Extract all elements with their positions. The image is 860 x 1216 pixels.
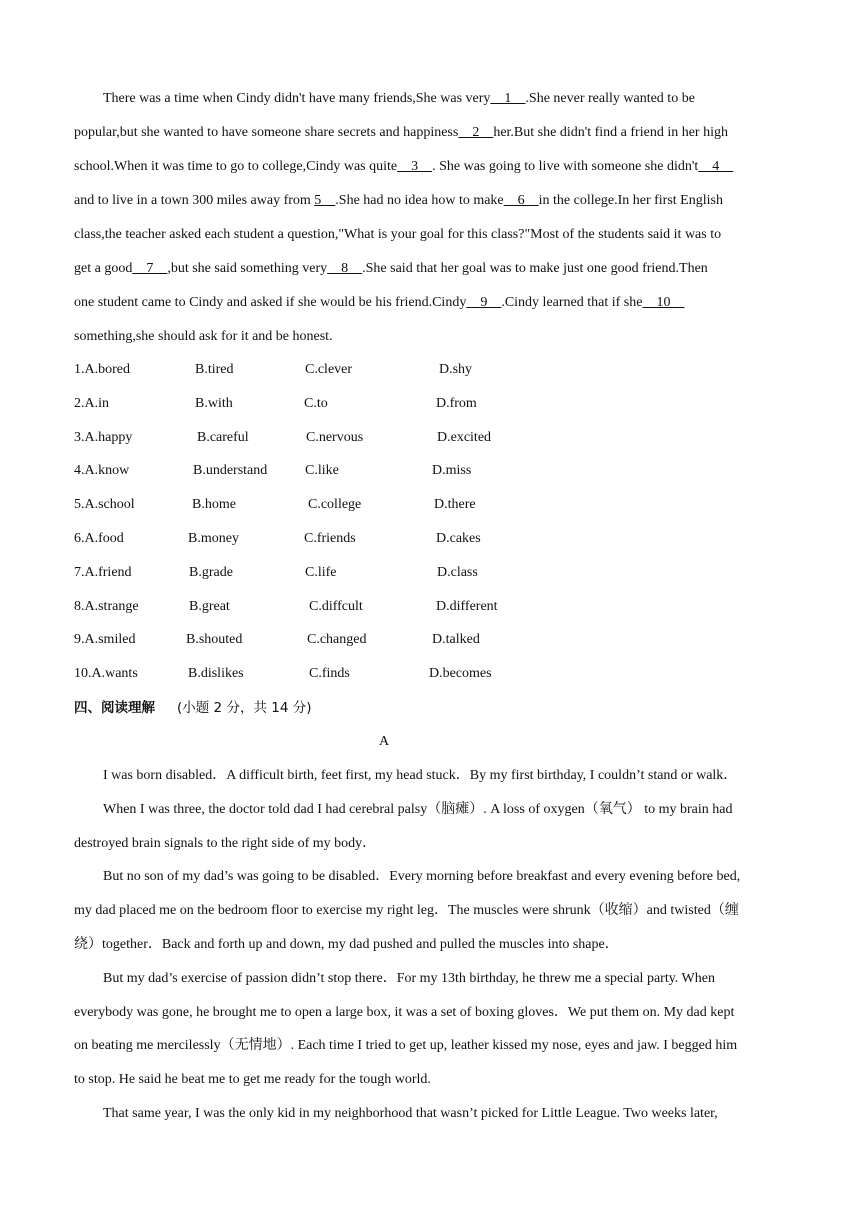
blank-3[interactable]: 3 bbox=[397, 159, 433, 174]
blank-5[interactable]: 5 bbox=[314, 193, 336, 208]
text: something,she should ask for it and be honest. bbox=[74, 329, 333, 344]
cloze-line-4 bbox=[74, 191, 723, 211]
passage-line: 绕）together．Back and forth up and down, my dad pushed and pulled the muscles into shape． bbox=[74, 937, 619, 952]
option-row-6 bbox=[0, 529, 860, 549]
option-b[interactable]: B.understand bbox=[193, 463, 268, 478]
option-b[interactable]: B.great bbox=[189, 599, 230, 614]
text: and to live in a town 300 miles away from bbox=[74, 193, 315, 208]
option-d[interactable]: D.there bbox=[434, 497, 476, 512]
option-a[interactable]: 7.A.friend bbox=[74, 565, 132, 580]
option-d[interactable]: D.becomes bbox=[429, 666, 492, 681]
cloze-line-3 bbox=[74, 157, 733, 177]
option-row-4 bbox=[0, 461, 860, 481]
section-title: 四、阅读理解 bbox=[74, 700, 155, 716]
text: her.But she didn't find a friend in her high bbox=[493, 125, 728, 140]
option-c[interactable]: C.nervous bbox=[306, 430, 364, 445]
text: school.When it was time to go to college,Cindy was quite bbox=[74, 159, 398, 174]
text: .She said that her goal was to make just one good friend.Then bbox=[362, 261, 708, 276]
option-row-2 bbox=[0, 394, 860, 414]
option-a[interactable]: 6.A.food bbox=[74, 531, 124, 546]
option-c[interactable]: C.finds bbox=[309, 666, 350, 681]
cloze-line-1 bbox=[103, 89, 695, 109]
option-d[interactable]: D.talked bbox=[432, 632, 480, 647]
text: class,the teacher asked each student a question,"What is your goal for this class?"Most of the students said it was to bbox=[74, 227, 722, 242]
passage-line: destroyed brain signals to the right side of my body． bbox=[74, 836, 377, 851]
option-b[interactable]: B.money bbox=[188, 531, 239, 546]
option-a[interactable]: 5.A.school bbox=[74, 497, 135, 512]
option-b[interactable]: B.home bbox=[192, 497, 236, 512]
text: . She was going to live with someone she didn't bbox=[432, 159, 699, 174]
passage-line: to stop. He said he beat me to get me ready for the tough world. bbox=[74, 1072, 431, 1087]
option-b[interactable]: B.dislikes bbox=[188, 666, 244, 681]
cloze-line-2 bbox=[74, 123, 728, 143]
blank-2[interactable]: 2 bbox=[458, 125, 494, 140]
option-a[interactable]: 2.A.in bbox=[74, 396, 109, 411]
option-d[interactable]: D.class bbox=[437, 565, 478, 580]
blank-4[interactable]: 4 bbox=[698, 159, 734, 174]
option-c[interactable]: C.changed bbox=[307, 632, 367, 647]
passage-label: A bbox=[378, 734, 390, 749]
passage-line: That same year, I was the only kid in my neighborhood that wasn’t picked for Little League. Two weeks later, bbox=[103, 1106, 718, 1121]
text: ,but she said something very bbox=[167, 261, 328, 276]
passage-line: my dad placed me on the bedroom floor to exercise my right leg．The muscles were shrunk（收缩）and twisted（缠 bbox=[74, 903, 739, 918]
option-a[interactable]: 10.A.wants bbox=[74, 666, 138, 681]
option-b[interactable]: B.shouted bbox=[186, 632, 243, 647]
text: in the college.In her first English bbox=[538, 193, 723, 208]
option-a[interactable]: 1.A.bored bbox=[74, 362, 130, 377]
option-d[interactable]: D.miss bbox=[432, 463, 472, 478]
cloze-line-8 bbox=[74, 327, 333, 347]
option-c[interactable]: C.diffcult bbox=[309, 599, 363, 614]
option-d[interactable]: D.excited bbox=[437, 430, 492, 445]
option-c[interactable]: C.college bbox=[308, 497, 362, 512]
option-b[interactable]: B.with bbox=[195, 396, 233, 411]
passage-line: everybody was gone, he brought me to open a large box, it was a set of boxing gloves．We put them on. My dad kept bbox=[74, 1005, 735, 1020]
option-c[interactable]: C.to bbox=[304, 396, 328, 411]
blank-7[interactable]: 7 bbox=[132, 261, 168, 276]
passage-line: on beating me mercilessly（无情地）. Each time I tried to get up, leather kissed my nose, eyes and jaw. I begged him bbox=[74, 1038, 738, 1053]
blank-9[interactable]: 9 bbox=[466, 295, 502, 310]
option-row-5 bbox=[0, 495, 860, 515]
option-row-10 bbox=[0, 664, 860, 684]
cloze-line-6 bbox=[74, 259, 708, 279]
option-a[interactable]: 9.A.smiled bbox=[74, 632, 136, 647]
option-row-1 bbox=[0, 360, 860, 380]
option-b[interactable]: B.grade bbox=[189, 565, 233, 580]
option-d[interactable]: D.from bbox=[436, 396, 477, 411]
option-a[interactable]: 3.A.happy bbox=[74, 430, 133, 445]
option-row-9 bbox=[0, 630, 860, 650]
passage-line: I was born disabled．A difficult birth, feet first, my head stuck．By my first birthday, I couldn’t stand or walk． bbox=[103, 768, 738, 783]
text: popular,but she wanted to have someone share secrets and happiness bbox=[74, 125, 459, 140]
option-b[interactable]: B.careful bbox=[197, 430, 249, 445]
option-c[interactable]: C.clever bbox=[305, 362, 353, 377]
option-d[interactable]: D.different bbox=[436, 599, 498, 614]
option-row-8 bbox=[0, 597, 860, 617]
option-c[interactable]: C.life bbox=[305, 565, 337, 580]
option-d[interactable]: D.shy bbox=[439, 362, 473, 377]
option-c[interactable]: C.friends bbox=[304, 531, 356, 546]
text: There was a time when Cindy didn't have many friends,She was very bbox=[103, 91, 491, 106]
text: .She had no idea how to make bbox=[335, 193, 504, 208]
cloze-line-7 bbox=[74, 293, 684, 313]
blank-10[interactable]: 10 bbox=[642, 295, 685, 310]
cloze-line-5 bbox=[74, 225, 721, 245]
blank-1[interactable]: 1 bbox=[490, 91, 526, 106]
option-a[interactable]: 8.A.strange bbox=[74, 599, 139, 614]
section-score: (小题 2 分，共 14 分) bbox=[177, 700, 312, 716]
passage-line: When I was three, the doctor told dad I had cerebral palsy（脑瘫）. A loss of oxygen（氧气） to my brain had bbox=[103, 802, 733, 817]
option-row-3 bbox=[0, 428, 860, 448]
text: one student came to Cindy and asked if she would be his friend.Cindy bbox=[74, 295, 467, 310]
text: get a good bbox=[74, 261, 133, 276]
blank-8[interactable]: 8 bbox=[327, 261, 363, 276]
option-a[interactable]: 4.A.know bbox=[74, 463, 130, 478]
passage-line: But no son of my dad’s was going to be disabled．Every morning before breakfast and every evening before bed, bbox=[103, 869, 741, 884]
section-heading bbox=[74, 698, 311, 718]
text: .Cindy learned that if she bbox=[501, 295, 643, 310]
blank-6[interactable]: 6 bbox=[503, 193, 539, 208]
option-b[interactable]: B.tired bbox=[195, 362, 234, 377]
option-row-7 bbox=[0, 563, 860, 583]
option-c[interactable]: C.like bbox=[305, 463, 339, 478]
passage-line: But my dad’s exercise of passion didn’t stop there．For my 13th birthday, he threw me a special party. When bbox=[103, 971, 715, 986]
text: .She never really wanted to be bbox=[525, 91, 695, 106]
option-d[interactable]: D.cakes bbox=[436, 531, 481, 546]
